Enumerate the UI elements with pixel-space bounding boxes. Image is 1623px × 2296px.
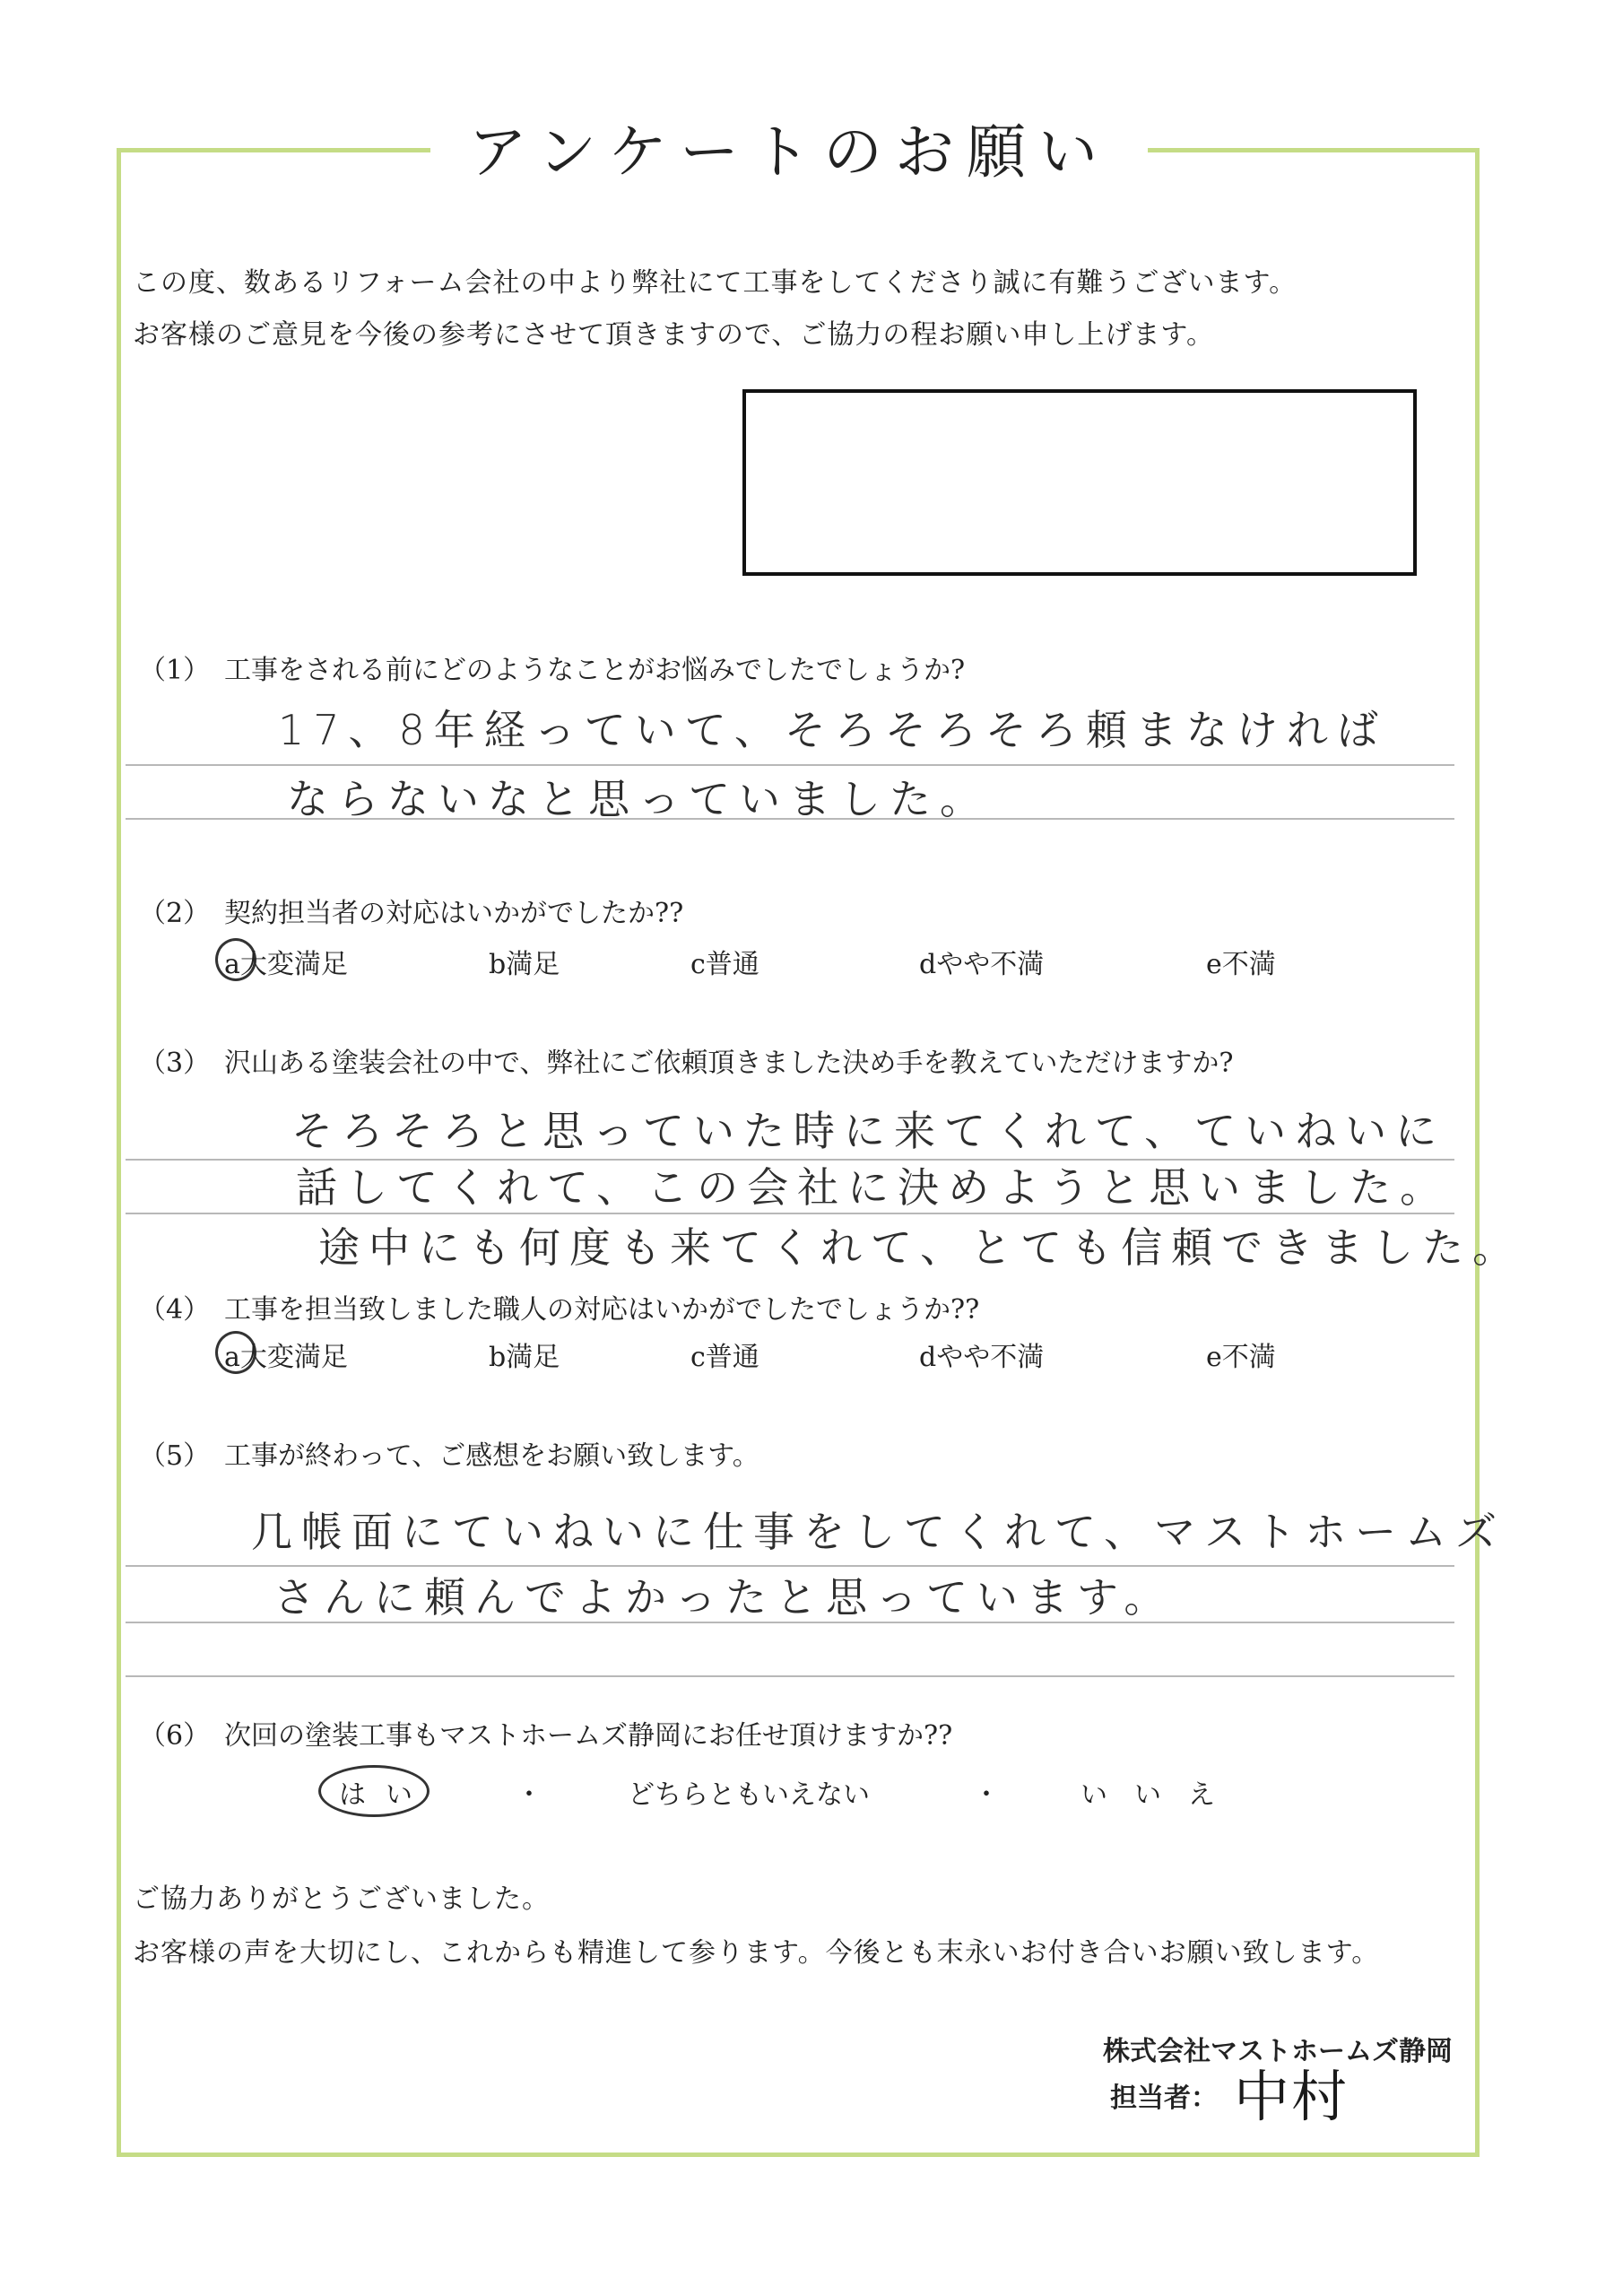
- question-text: 工事を担当致しました職人の対応はいかがでしたでしょうか??: [224, 1294, 980, 1326]
- option-separator: ・: [973, 1779, 1000, 1811]
- question-2: [139, 891, 683, 930]
- intro-line-2: お客様のご意見を今後の参考にさせて頂きますので、ご協力の程お願い申し上げます。: [133, 319, 1214, 351]
- q4-option-e: e不満: [1206, 1342, 1276, 1373]
- q4-option-c: c普通: [690, 1342, 759, 1373]
- signature: 中村: [1234, 2064, 1350, 2129]
- redacted-box: [742, 389, 1417, 576]
- answer-3-line-1: そろそろと思っていた時に来てくれて、ていねいに: [291, 1107, 1446, 1155]
- answer-5-line-2: さんに頼んでよかったと思っています。: [273, 1573, 1175, 1622]
- q2-option-d: dやや不満: [919, 949, 1045, 980]
- question-text: 次回の塗装工事もマストホームズ静岡にお任せ頂けますか??: [224, 1720, 953, 1752]
- answer-rule: [126, 1622, 1454, 1623]
- question-4: [139, 1287, 979, 1326]
- question-number: （3）: [139, 1048, 211, 1079]
- question-number: （5）: [139, 1440, 211, 1472]
- question-text: 沢山ある塗装会社の中で、弊社にご依頼頂きました決め手を教えていただけますか?: [224, 1048, 1234, 1079]
- question-5: [139, 1433, 759, 1473]
- q4-option-a: a大変満足: [224, 1342, 348, 1373]
- answer-1-line-2: ならないなと思っていました。: [287, 775, 990, 823]
- question-3: [139, 1040, 1233, 1080]
- q4-option-b: b満足: [489, 1342, 560, 1373]
- question-number: （4）: [139, 1294, 211, 1326]
- question-1: [139, 648, 965, 687]
- question-number: （6）: [139, 1720, 211, 1752]
- q6-option-yes: はい: [339, 1779, 432, 1811]
- q2-option-e: e不満: [1206, 949, 1276, 980]
- question-text: 工事が終わって、ご感想をお願い致します。: [224, 1440, 759, 1472]
- page-title: アンケートのお願い: [430, 103, 1148, 202]
- answer-rule: [126, 1213, 1454, 1214]
- q6-option-no: いいえ: [1081, 1779, 1242, 1811]
- option-separator: ・: [516, 1779, 542, 1811]
- closing-line-1: ご協力ありがとうございました。: [133, 1883, 550, 1915]
- answer-5-line-1: 几帳面にていねいに仕事をしてくれて、マストホームズ: [251, 1508, 1506, 1556]
- q2-option-b: b満足: [489, 949, 560, 980]
- question-6: [139, 1713, 952, 1752]
- question-number: （2）: [139, 898, 211, 929]
- intro-line-1: この度、数あるリフォーム会社の中より弊社にて工事をしてくださり誠に有難うございます。: [133, 267, 1298, 299]
- company-name: 株式会社マストホームズ静岡: [1103, 2036, 1453, 2067]
- closing-line-2: お客様の声を大切にし、これからも精進して参ります。今後とも末永いお付き合いお願い致します。: [133, 1937, 1380, 1969]
- answer-rule: [126, 764, 1454, 766]
- q4-option-d: dやや不満: [919, 1342, 1045, 1373]
- rep-label: 担当者：: [1110, 2083, 1218, 2114]
- q2-option-a: a大変満足: [224, 949, 348, 980]
- question-number: （1）: [139, 655, 211, 686]
- q6-option-neither: どちらともいえない: [628, 1779, 870, 1811]
- answer-rule: [126, 1675, 1454, 1677]
- answer-rule: [126, 818, 1454, 820]
- answer-1-line-1: 17、8年経っていて、そろそろそろ頼まなければ: [278, 706, 1387, 754]
- question-text: 工事をされる前にどのようなことがお悩みでしたでしょうか?: [224, 655, 966, 686]
- answer-3-line-3: 途中にも何度も来てくれて、とても信頼できました。: [318, 1223, 1523, 1272]
- answer-3-line-2: 話してくれて、この会社に決めようと思いました。: [296, 1163, 1451, 1212]
- q2-option-c: c普通: [690, 949, 759, 980]
- question-text: 契約担当者の対応はいかがでしたか??: [224, 898, 684, 929]
